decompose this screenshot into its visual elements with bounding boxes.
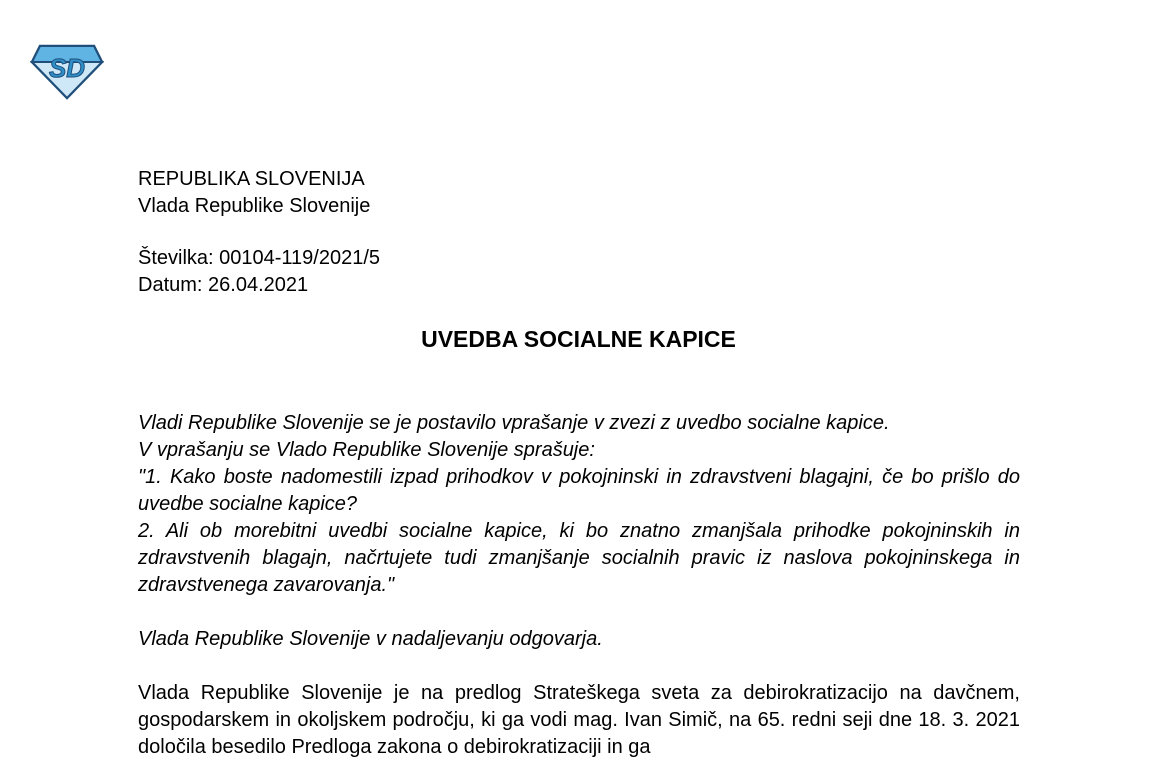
paragraph-1: Vlada Republike Slovenije je na predlog Strateškega sveta za debirokratizacijo na davčnem, gospodarskem in okoljskem področju, ki ga vodi mag. Ivan Simič, na 65. redni seji dne 18. 3. 2021 določila besedilo Predloga zakona o debirokratizaciji in ga	[138, 682, 1020, 758]
document-date: Datum: 26.04.2021	[138, 274, 309, 296]
intro-line-2: V vprašanju se Vlado Republike Slovenije sprašuje:	[138, 439, 595, 461]
logo-text: SD	[48, 53, 86, 83]
document-title: UVEDBA SOCIALNE KAPICE	[421, 326, 736, 352]
document-meta	[138, 245, 380, 299]
document-body	[138, 410, 1020, 761]
document-header	[138, 166, 370, 220]
question-2: 2. Ali ob morebitni uvedbi socialne kapice, ki bo znatno zmanjšala prihodke pokojninskih in zdravstvenih blagajn, načrtujete tudi zmanjšanje socialnih pravic iz naslova pokojninskega in zdravstvenega zavarovanja."	[138, 520, 1020, 596]
intro-line-1: Vladi Republike Slovenije se je postavilo vprašanje v zvezi z uvedbo socialne kapice.	[138, 412, 890, 434]
question-1: "1. Kako boste nadomestili izpad prihodkov v pokojninski in zdravstveni blagajni, če bo prišlo do uvedbe socialne kapice?	[138, 466, 1020, 515]
sd-diamond-logo	[30, 40, 104, 100]
header-government: Vlada Republike Slovenije	[138, 195, 371, 217]
answer-intro: Vlada Republike Slovenije v nadaljevanju odgovarja.	[138, 628, 603, 650]
header-country: REPUBLIKA SLOVENIJA	[138, 168, 365, 190]
document-number: Številka: 00104-119/2021/5	[138, 247, 381, 269]
